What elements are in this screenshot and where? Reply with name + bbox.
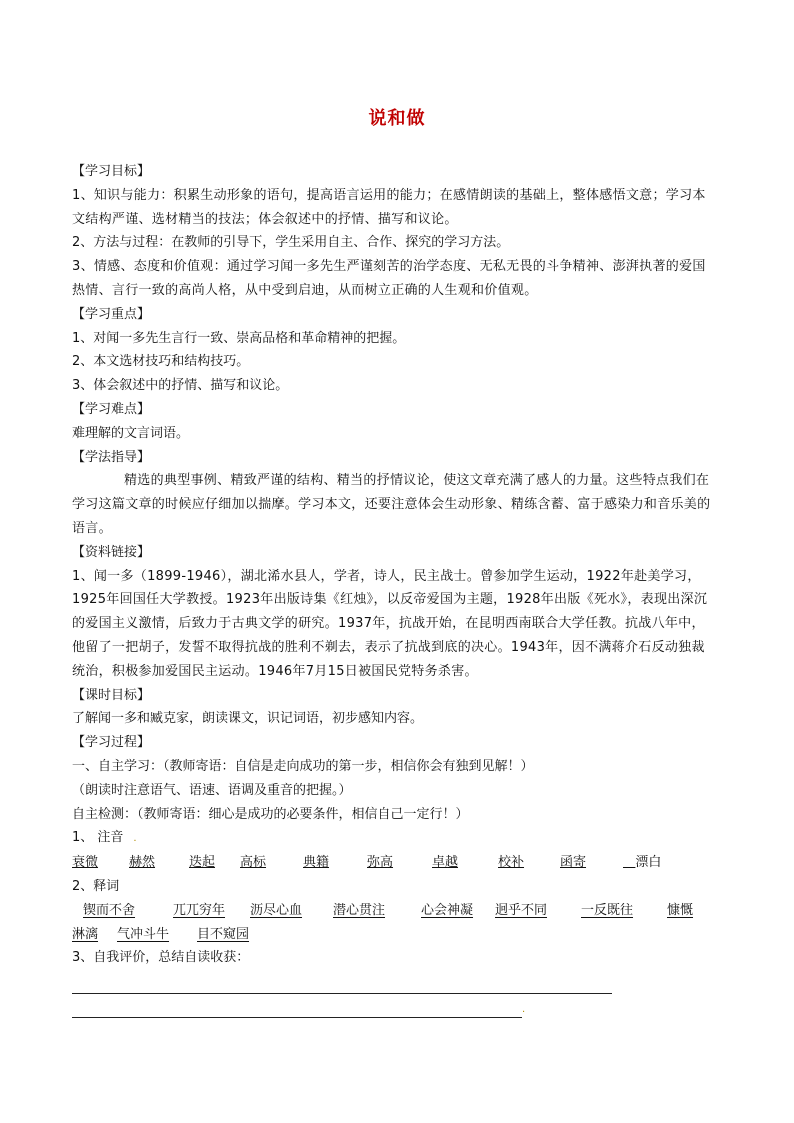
self-eval-label: 3、自我评价，总结自读收获： — [72, 950, 250, 966]
goal-knowledge: 1、知识与能力：积累生动形象的语句，提高语言运用的能力；在感情朗读的基础上，整体感悟文意；学习本文结构严谨、选材精当的技法；体会叙述中的抒情、描写和议论。 — [72, 187, 706, 227]
pinyin-word: 赫然 — [129, 855, 156, 871]
goal-attitude: 3、情感、态度和价值观：通过学习闻一多先生严谨刻苦的治学态度、无私无畏的斗争精神、澎湃执著的爱国热情、言行一致的高尚人格，从中受到启迪，从而树立正确的人生观和价值观。 — [72, 259, 706, 298]
define-word: 淋漓 — [72, 926, 99, 942]
lesson-goal-text: 了解闻一多和臧克家，朗读课文，识记词语，初步感知内容。 — [72, 711, 424, 727]
pinyin-word: 函寄 — [560, 855, 587, 871]
define-word: 潜心贯注 — [333, 902, 386, 918]
pinyin-word-last: 漂白 — [635, 855, 662, 871]
reference-wen-yiduo: 1、闻一多（1899-1946），湖北浠水县人，学者，诗人，民主战士。曾参加学生运动，1922年赴美学习，1925年回国任大学教授。1923年出版诗集《红烛》，以反帝爱国为主题，1928年出版《死水》，表现出深沉的爱国主义激情，后致力于古典文学的研究。1937年，抗战开始，在昆明西南联合大学任教。抗战八年中，他留了一把胡子，发誓不取得抗战的胜利不剃去，表示了抗战到底的决心。1943年，因不满蒋介石反动独裁统治，积极参加爱国民主运动。1946年7月15日被国民党特务杀害。 — [72, 568, 708, 679]
pinyin-word: 高标 — [240, 855, 267, 871]
define-word: 气冲斗牛 — [117, 926, 170, 942]
method-guide-text: 精选的典型事例、精致严谨的结构、精当的抒情议论，使这文章充满了感人的力量。这些特点我们在学习这篇文章的时候应仔细加以揣摩。学习本文，还要注意体会生动形象、精练含蓄、富于感染力和音乐美的语言。 — [72, 473, 711, 536]
page-title: 说和做 — [368, 108, 426, 129]
define-word: 慷慨 — [667, 902, 694, 918]
define-label: 2、释词 — [72, 878, 120, 894]
answer-line-mark: . — [522, 1004, 526, 1015]
define-word: 锲而不舍 — [83, 902, 136, 918]
section-header-goals: 【学习目标】 — [72, 164, 151, 179]
answer-line-1 — [72, 993, 612, 994]
define-word-row-2 — [72, 923, 712, 947]
define-word: 沥尽心血 — [250, 902, 303, 918]
section-header-process: 【学习过程】 — [72, 735, 151, 751]
pinyin-word: 典籍 — [303, 855, 330, 871]
section-header-references: 【资料链接】 — [72, 544, 151, 560]
process-self-study: 一、自主学习：（教师寄语：自信是走向成功的第一步，相信你会有独到见解！） — [72, 758, 534, 774]
define-word: 兀兀穷年 — [173, 902, 226, 918]
pinyin-word: 卓越 — [432, 855, 459, 871]
process-self-check: 自主检测：（教师寄语：细心是成功的必要条件，相信自己一定行！） — [72, 806, 469, 822]
key-point-2: 2、本文选材技巧和结构技巧。 — [72, 354, 250, 370]
define-word-row-1 — [72, 899, 712, 923]
difficulty-1: 难理解的文言词语。 — [72, 425, 190, 441]
define-word: 迥乎不同 — [495, 902, 548, 918]
define-word: 目不窥园 — [197, 926, 250, 942]
pinyin-word — [623, 851, 683, 875]
pinyin-word: 弥高 — [367, 855, 394, 871]
section-header-method-guide: 【学法指导】 — [72, 449, 151, 465]
answer-line-2 — [72, 1017, 522, 1018]
define-word: 心会神凝 — [421, 902, 474, 918]
pinyin-label-row — [72, 826, 712, 851]
goal-method: 2、方法与过程：在教师的引导下，学生采用自主、合作、探究的学习方法。 — [72, 235, 510, 251]
pinyin-label: 1、 注音 — [72, 830, 124, 846]
key-point-1: 1、对闻一多先生言行一致、崇高品格和革命精神的把握。 — [72, 330, 406, 346]
process-reading-note: （朗读时注意语气、语速、语调及重音的把握。） — [72, 782, 352, 798]
pinyin-mark: . — [133, 833, 137, 845]
pinyin-word: 校补 — [498, 855, 525, 871]
section-header-lesson-goal: 【课时目标】 — [72, 687, 151, 703]
pinyin-word: 迭起 — [189, 855, 216, 871]
pinyin-word: 衰微 — [72, 855, 99, 871]
section-header-difficulties: 【学习难点】 — [72, 401, 151, 417]
pinyin-word-row — [72, 851, 712, 875]
section-header-key-points: 【学习重点】 — [72, 306, 151, 322]
key-point-3: 3、体会叙述中的抒情、描写和议论。 — [72, 378, 289, 394]
document-body — [72, 160, 712, 970]
define-word: 一反既往 — [581, 902, 634, 918]
